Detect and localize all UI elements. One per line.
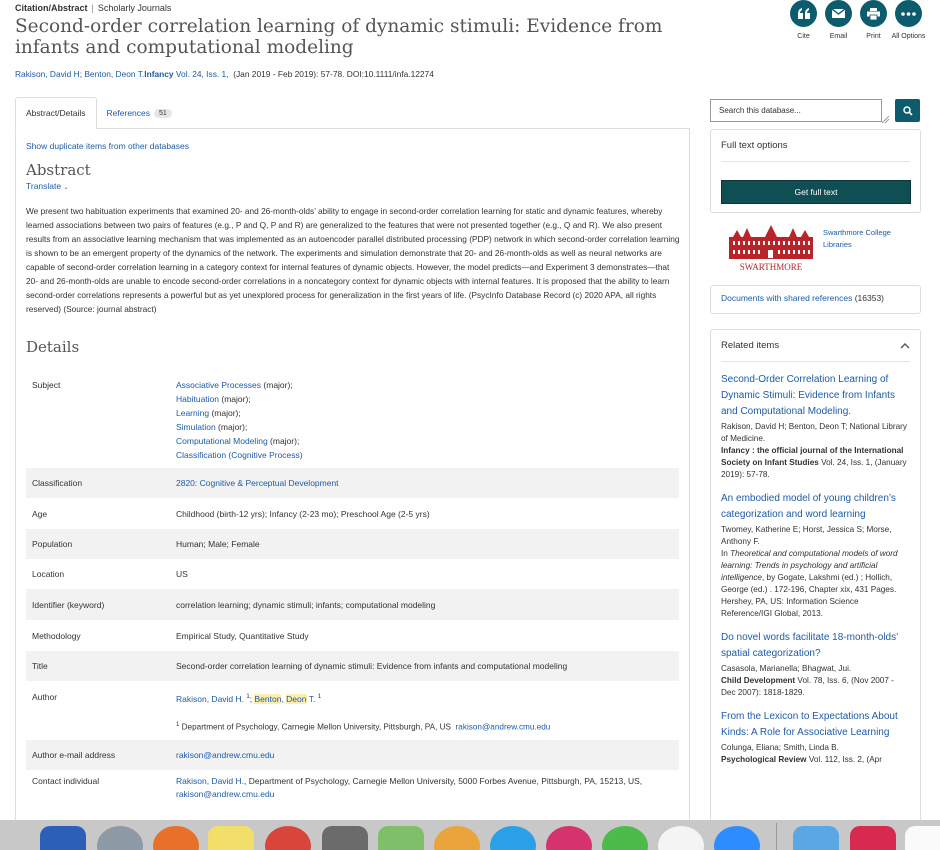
detail-label: Subject <box>32 380 61 390</box>
detail-value: correlation learning; dynamic stimuli; infants; computational modeling <box>176 599 436 610</box>
related-item-title-link[interactable]: Second-Order Correlation Learning of Dynamic Stimuli: Evidence from Infants and Computational Modeling. <box>721 374 895 417</box>
related-item-meta <box>721 742 910 766</box>
classification-link[interactable]: 2820: Cognitive & Perceptual Development <box>176 478 339 488</box>
subject-link[interactable]: Classification (Cognitive Process) <box>176 450 303 460</box>
tab-references-label: References <box>106 108 150 118</box>
subject-link[interactable]: Computational Modeling <box>176 436 268 446</box>
related-item-source-detail: Vol. 112, Iss. 2, (Apr <box>806 755 882 764</box>
affiliation-marker: 1 <box>246 694 250 700</box>
firefox-icon[interactable] <box>153 826 199 850</box>
detail-value: Second-order correlation learning of dynamic stimuli: Evidence from infants and computational modeling <box>176 661 568 671</box>
subject-qualifier: (major); <box>267 436 300 446</box>
more-icon <box>895 0 922 27</box>
related-item-meta <box>721 524 910 620</box>
abstract-panel <box>15 128 690 850</box>
detail-row-identifier <box>26 589 679 620</box>
detail-label: Age <box>32 508 48 519</box>
launchpad-icon[interactable] <box>97 826 143 850</box>
logo-text: SWARTHMORE <box>739 262 803 272</box>
folder-icon[interactable] <box>793 826 839 850</box>
zoom-icon[interactable] <box>714 826 760 850</box>
library-logo[interactable] <box>723 225 820 273</box>
cite-button[interactable]: Cite <box>790 0 817 41</box>
detail-value: US <box>176 569 188 579</box>
translate-label: Translate <box>26 181 62 191</box>
related-item-authors: Rakison, David H; Benton, Deon T; National Library of Medicine. <box>721 422 907 443</box>
detail-row-population <box>26 529 679 559</box>
library-name-link[interactable]: Swarthmore College Libraries <box>823 228 891 249</box>
related-item-source-detail: , by Gogate, Lakshmi (ed.) ; Hollich, George (ed.) . 172-196, Chapter xix, 431 Pages. Hershey, PA, US: Information Science Reference/IGI Global, 2013. <box>721 573 897 618</box>
detail-label: Contact individual <box>32 776 100 786</box>
citation-volume-link[interactable]: Vol. 24, Iss. 1, <box>175 69 229 79</box>
search-icon <box>903 106 913 116</box>
related-item-source-detail: Vol. 24, Iss. 1, (January 2019): 57-78. <box>721 458 907 479</box>
detail-row-author <box>26 681 679 740</box>
detail-value: Human; Male; Female <box>176 539 260 549</box>
affiliation-text: Department of Psychology, Carnegie Mellon University, Pittsburgh, PA, US <box>181 722 452 732</box>
detail-row-location <box>26 559 679 589</box>
author-link[interactable]: Rakison, David H. <box>176 693 245 704</box>
tab-references[interactable] <box>97 97 182 129</box>
subject-qualifier: (major); <box>219 394 251 404</box>
detail-row-contact <box>26 770 679 802</box>
shared-references-count: (16353) <box>852 293 885 303</box>
detail-label: Population <box>32 539 73 549</box>
tab-abstract-details[interactable]: Abstract/Details <box>15 97 97 129</box>
detail-label: Classification <box>32 478 83 488</box>
email-icon <box>825 0 852 27</box>
maps-icon[interactable] <box>378 826 424 850</box>
author-initial: T. <box>308 693 316 704</box>
subject-link[interactable]: Habituation <box>176 394 220 404</box>
detail-label: Title <box>32 661 48 671</box>
shared-references-link[interactable]: Documents with shared references <box>721 293 853 303</box>
detail-row-methodology <box>26 620 679 651</box>
citation-journal-link[interactable]: Infancy <box>144 69 174 79</box>
detail-row-classification <box>26 468 679 498</box>
subject-qualifier: (major); <box>215 422 248 432</box>
detail-value: Childhood (birth-12 yrs); Infancy (2-23 mo); Preschool Age (2-5 yrs) <box>176 508 430 519</box>
word-app-icon[interactable] <box>40 826 86 850</box>
doc-type-label: Citation/Abstract <box>15 3 88 13</box>
related-item-authors: Twomey, Katherine E; Horst, Jessica S; Morse, Anthony F. <box>721 525 892 546</box>
references-count-badge: 51 <box>154 109 172 118</box>
related-items-box <box>710 329 921 850</box>
detail-row-title <box>26 651 679 681</box>
creative-cloud-icon[interactable] <box>850 826 896 850</box>
detail-label: Methodology <box>32 630 81 641</box>
related-item-authors: Casasola, Marianella; Bhagwat, Jui. <box>721 664 852 673</box>
search-button[interactable] <box>895 99 920 122</box>
affiliation-marker: 1 <box>317 694 322 700</box>
doc-source-label: Scholarly Journals <box>97 3 172 13</box>
citation-authors-link[interactable]: Rakison, David H; Benton, Deon T. <box>15 69 145 79</box>
related-item <box>721 630 910 699</box>
system-preferences-icon[interactable] <box>322 826 368 850</box>
safari-icon[interactable] <box>490 826 536 850</box>
get-full-text-button[interactable]: Get full text <box>721 180 911 204</box>
music-app-icon[interactable] <box>546 826 592 850</box>
detail-value: Empirical Study, Quantitative Study <box>176 630 309 641</box>
stickies-icon[interactable] <box>208 826 254 850</box>
duplicate-items-link[interactable]: Show duplicate items from other databases <box>26 141 190 151</box>
author-link[interactable]: Benton, Deon T. <box>254 693 316 704</box>
slack-icon[interactable] <box>658 826 704 850</box>
macos-dock <box>0 820 940 850</box>
related-item <box>721 709 910 766</box>
subject-qualifier: (major); <box>261 380 293 390</box>
chrome-icon[interactable] <box>265 826 311 850</box>
resize-handle-icon <box>880 111 890 121</box>
chevron-down-icon: ⌄ <box>63 185 69 191</box>
chevron-up-icon <box>900 343 910 349</box>
tab-bar <box>15 97 690 129</box>
author-list: Rakison, David H. $^1$; Benton, Deon T. $^1$ $^1$ Department of Psychology, Carnegie Mellon University, Pittsburgh, PA, US rakison@andrew.cmu.edu <box>176 693 551 732</box>
full-text-options-box <box>710 129 921 213</box>
details-heading: Details <box>26 338 80 356</box>
highlighted-term: Deon <box>286 693 307 704</box>
related-item-source: Child Development <box>721 676 796 685</box>
search-input[interactable]: Search this database... <box>710 99 882 122</box>
subject-link[interactable]: Learning <box>176 408 210 418</box>
detail-row-email <box>26 740 679 770</box>
author-email-link[interactable]: rakison@andrew.cmu.edu <box>176 750 275 760</box>
detail-row-subject <box>26 373 679 468</box>
detail-row-age <box>26 498 679 529</box>
detail-label: Author e-mail address <box>32 750 116 760</box>
related-items-heading: Related items <box>721 340 780 351</box>
related-item-meta <box>721 663 910 699</box>
contact-name-link[interactable]: Rakison, David H. <box>176 776 245 786</box>
related-item <box>721 372 910 481</box>
quote-icon <box>790 0 817 27</box>
subject-qualifier: (major); <box>209 408 241 418</box>
affiliation-marker: 1 <box>176 721 180 728</box>
subject-list <box>176 378 673 468</box>
related-item-meta <box>721 421 910 481</box>
related-item-in-prefix: In <box>721 549 731 558</box>
related-item-book: Theoretical and computational models of word learning: Trends in psychology and artificial intelligence <box>721 549 898 582</box>
document-header <box>0 0 940 86</box>
related-item-title-link[interactable]: An embodied model of young children’s categorization and word learning <box>721 493 896 520</box>
print-icon <box>860 0 887 27</box>
page-title: Second-order correlation learning of dynamic stimuli: Evidence from infants and computational modeling <box>15 16 663 58</box>
contact-email-link[interactable]: rakison@andrew.cmu.edu <box>176 789 275 799</box>
related-item-authors: Colunga, Eliana; Smith, Linda B. <box>721 743 839 752</box>
related-item <box>721 491 910 620</box>
email-button[interactable]: Email <box>825 0 852 41</box>
detail-label: Author <box>32 692 58 702</box>
shared-references-box <box>710 285 921 314</box>
detail-label: Identifier (keyword) <box>32 599 105 610</box>
full-text-heading: Full text options <box>721 140 788 151</box>
translate-dropdown[interactable] <box>26 181 679 191</box>
all-options-button[interactable]: All Options <box>895 0 922 41</box>
document-type: Citation/Abstract | Scholarly Journals <box>15 3 172 13</box>
dock-divider <box>776 823 777 850</box>
citation-line <box>15 69 434 79</box>
highlighted-term: Benton <box>254 693 282 704</box>
abstract-text: We present two habituation experiments that examined 20- and 26-month-olds’ ability to engage in second-order correlation learning for static and dynamic features, whereby learned associations between two pairs of features (e.g., P and Q, P and R) are generalized to the features that were not presented together (e.g., Q and R). We also present results from an associative learning mechanism that was implemented as an autoencoder parallel distributed processing (PDP) network in which second-order correlation learning is shown to be an emergent property of the dynamics of the network. The experiments and simulation demonstrate that 20- and 26-month-olds as well as neural networks are capable of second-order correlation learning in a category context for internal features of dynamic objects. However, the model predicts—and Experiment 3 demonstrates—that 20- and 26-month-olds are unable to encode second-order correlations in a noncategory context for dynamic objects with internal features. It is proposed that the ability to learn second-order correlations represents a powerful but as yet unexplored process for generalization in the first years of life. (PsycInfo Database Record (c) 2020 APA, all rights reserved) (Source: journal abstract) <box>26 206 680 314</box>
details-table <box>26 373 679 802</box>
messages-icon[interactable] <box>602 826 648 850</box>
related-item-title-link[interactable]: From the Lexicon to Expectations About Kinds: A Role for Associative Learning <box>721 711 898 738</box>
action-toolbar <box>790 0 926 41</box>
affiliation-email-link[interactable]: rakison@andrew.cmu.edu <box>455 722 551 732</box>
related-items-header[interactable] <box>721 330 910 362</box>
related-item-source-detail: Vol. 78, Iss. 6, (Nov 2007 - Dec 2007): 1818-1829. <box>721 676 894 697</box>
detail-label: Location <box>32 569 65 579</box>
subject-link[interactable]: Associative Processes <box>176 380 262 390</box>
related-item-title-link[interactable]: Do novel words facilitate 18-month-olds’ spatial categorization? <box>721 632 898 659</box>
print-button[interactable]: Print <box>860 0 887 41</box>
main-content <box>15 97 690 850</box>
related-item-source: Infancy : the official journal of the International Society on Infant Studies <box>721 446 904 467</box>
subject-link[interactable]: Simulation <box>176 422 216 432</box>
citation-date: (Jan 2019 - Feb 2019): 57-78. DOI:10.1111/infa.12274 <box>233 69 434 79</box>
contact-address: , Department of Psychology, Carnegie Mellon University, 5000 Forbes Avenue, Pittsburgh, PA, 15213, US, <box>244 776 643 786</box>
calendar-icon[interactable] <box>905 826 940 850</box>
photos-icon[interactable] <box>434 826 480 850</box>
related-item-source: Psychological Review <box>721 755 807 764</box>
abstract-heading: Abstract <box>26 161 91 179</box>
